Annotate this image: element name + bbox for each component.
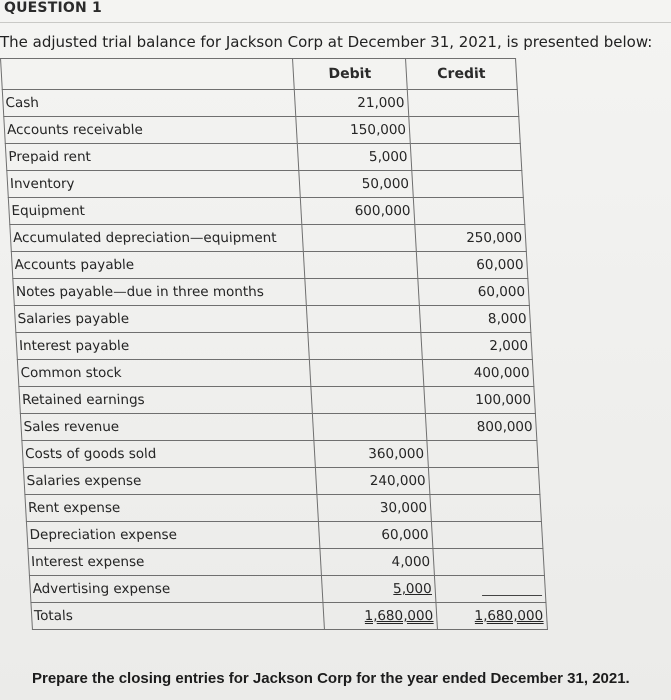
- debit-amount: [314, 441, 429, 468]
- table-row: [14, 306, 531, 333]
- table-row: [16, 333, 533, 360]
- question-intro: The adjusted trial balance for Jackson Corp at December 31, 2021, is presented below:: [0, 33, 653, 51]
- credit-amount: [433, 549, 545, 576]
- credit-value: 800,000: [476, 419, 534, 435]
- credit-value: 100,000: [474, 392, 532, 408]
- table-row: [25, 495, 542, 522]
- table-row: [7, 171, 524, 198]
- account-name: Depreciation expense: [26, 522, 320, 549]
- totals-credit-value: 1,680,000: [474, 608, 544, 624]
- credit-value: 250,000: [465, 230, 523, 246]
- debit-amount: [294, 90, 409, 117]
- question-header: [0, 0, 671, 23]
- debit-amount: [309, 360, 424, 387]
- credit-amount: [419, 306, 531, 333]
- credit-amount: [422, 360, 534, 387]
- debit-amount: [317, 495, 432, 522]
- debit-amount: [305, 279, 420, 306]
- account-name: Costs of goods sold: [22, 441, 316, 468]
- credit-amount: [425, 414, 537, 441]
- credit-underline: [481, 582, 542, 596]
- table-row: [19, 387, 536, 414]
- table-row: [11, 252, 528, 279]
- debit-amount: [315, 468, 430, 495]
- question-number: QUESTION 1: [4, 0, 102, 16]
- debit-value: 360,000: [367, 446, 425, 462]
- table-row: [23, 468, 540, 495]
- debit-value: 50,000: [361, 176, 410, 192]
- debit-value: 21,000: [356, 95, 405, 111]
- debit-amount: [312, 414, 427, 441]
- debit-amount: [306, 306, 421, 333]
- account-name: Advertising expense: [29, 576, 323, 603]
- debit-value: 60,000: [380, 527, 430, 543]
- debit-value: 600,000: [354, 203, 412, 219]
- debit-column-header: Debit: [293, 59, 408, 90]
- credit-amount: [410, 144, 522, 171]
- debit-amount: [321, 576, 436, 603]
- table-row: [10, 225, 527, 252]
- debit-value: 4,000: [391, 554, 431, 570]
- table-row: [4, 117, 521, 144]
- account-name: Rent expense: [25, 495, 319, 522]
- debit-amount: [300, 198, 415, 225]
- table-row: [28, 549, 545, 576]
- table-row: [22, 441, 539, 468]
- table-row: [20, 414, 537, 441]
- account-name: Inventory: [7, 171, 301, 198]
- totals-credit: [436, 603, 548, 630]
- account-name: Cash: [2, 90, 296, 117]
- debit-value: 5,000: [368, 149, 408, 165]
- debit-amount: [299, 171, 414, 198]
- account-name: Accumulated depreciation—equipment: [10, 225, 304, 252]
- account-name: Accounts receivable: [4, 117, 298, 144]
- debit-amount: [302, 225, 417, 252]
- trial-balance-table: [0, 58, 548, 630]
- table-row: [29, 576, 546, 603]
- account-name: Sales revenue: [20, 414, 314, 441]
- table-row: [13, 279, 530, 306]
- table-header-row: [1, 59, 518, 90]
- credit-column-header: Credit: [406, 59, 518, 90]
- question-prompt: Prepare the closing entries for Jackson Corp for the year ended December 31, 2021.: [32, 670, 630, 687]
- debit-value: 5,000: [392, 581, 433, 597]
- credit-amount: [430, 495, 542, 522]
- debit-amount: [320, 549, 435, 576]
- account-name: Equipment: [8, 198, 302, 225]
- account-name: Accounts payable: [11, 252, 305, 279]
- account-name: Common stock: [17, 360, 311, 387]
- table-row: [17, 360, 534, 387]
- debit-amount: [296, 117, 411, 144]
- account-name: Interest payable: [16, 333, 310, 360]
- credit-amount: [415, 225, 527, 252]
- credit-amount: [418, 279, 530, 306]
- debit-value: 30,000: [379, 500, 428, 516]
- credit-amount: [428, 468, 540, 495]
- credit-amount: [427, 441, 539, 468]
- credit-value: 400,000: [473, 365, 531, 381]
- credit-value: 2,000: [488, 338, 529, 354]
- table-row: [8, 198, 525, 225]
- debit-amount: [303, 252, 418, 279]
- totals-row: [31, 603, 548, 630]
- credit-value: 8,000: [487, 311, 528, 327]
- debit-amount: [297, 144, 412, 171]
- account-name: Interest expense: [28, 549, 322, 576]
- trial-balance-wrapper: [0, 58, 548, 648]
- debit-value: 150,000: [349, 122, 407, 138]
- totals-debit: [323, 603, 438, 630]
- credit-amount: [434, 576, 546, 603]
- account-name: Salaries payable: [14, 306, 308, 333]
- credit-amount: [407, 90, 519, 117]
- debit-amount: [318, 522, 433, 549]
- account-name: Notes payable—due in three months: [13, 279, 307, 306]
- totals-label: Totals: [31, 603, 325, 630]
- debit-value: 240,000: [369, 473, 427, 489]
- credit-amount: [421, 333, 533, 360]
- table-row: [26, 522, 543, 549]
- credit-amount: [431, 522, 543, 549]
- credit-amount: [424, 387, 536, 414]
- trial-balance-body: [2, 90, 546, 603]
- totals-debit-value: 1,680,000: [364, 608, 434, 624]
- table-row: [5, 144, 522, 171]
- credit-value: 60,000: [477, 284, 526, 300]
- account-column-header: [1, 59, 295, 90]
- credit-amount: [416, 252, 528, 279]
- account-name: Retained earnings: [19, 387, 313, 414]
- account-name: Prepaid rent: [5, 144, 299, 171]
- credit-amount: [413, 198, 525, 225]
- table-row: [2, 90, 519, 117]
- credit-amount: [409, 117, 521, 144]
- credit-amount: [412, 171, 524, 198]
- debit-amount: [308, 333, 423, 360]
- account-name: Salaries expense: [23, 468, 317, 495]
- debit-amount: [311, 387, 426, 414]
- credit-value: 60,000: [475, 257, 525, 273]
